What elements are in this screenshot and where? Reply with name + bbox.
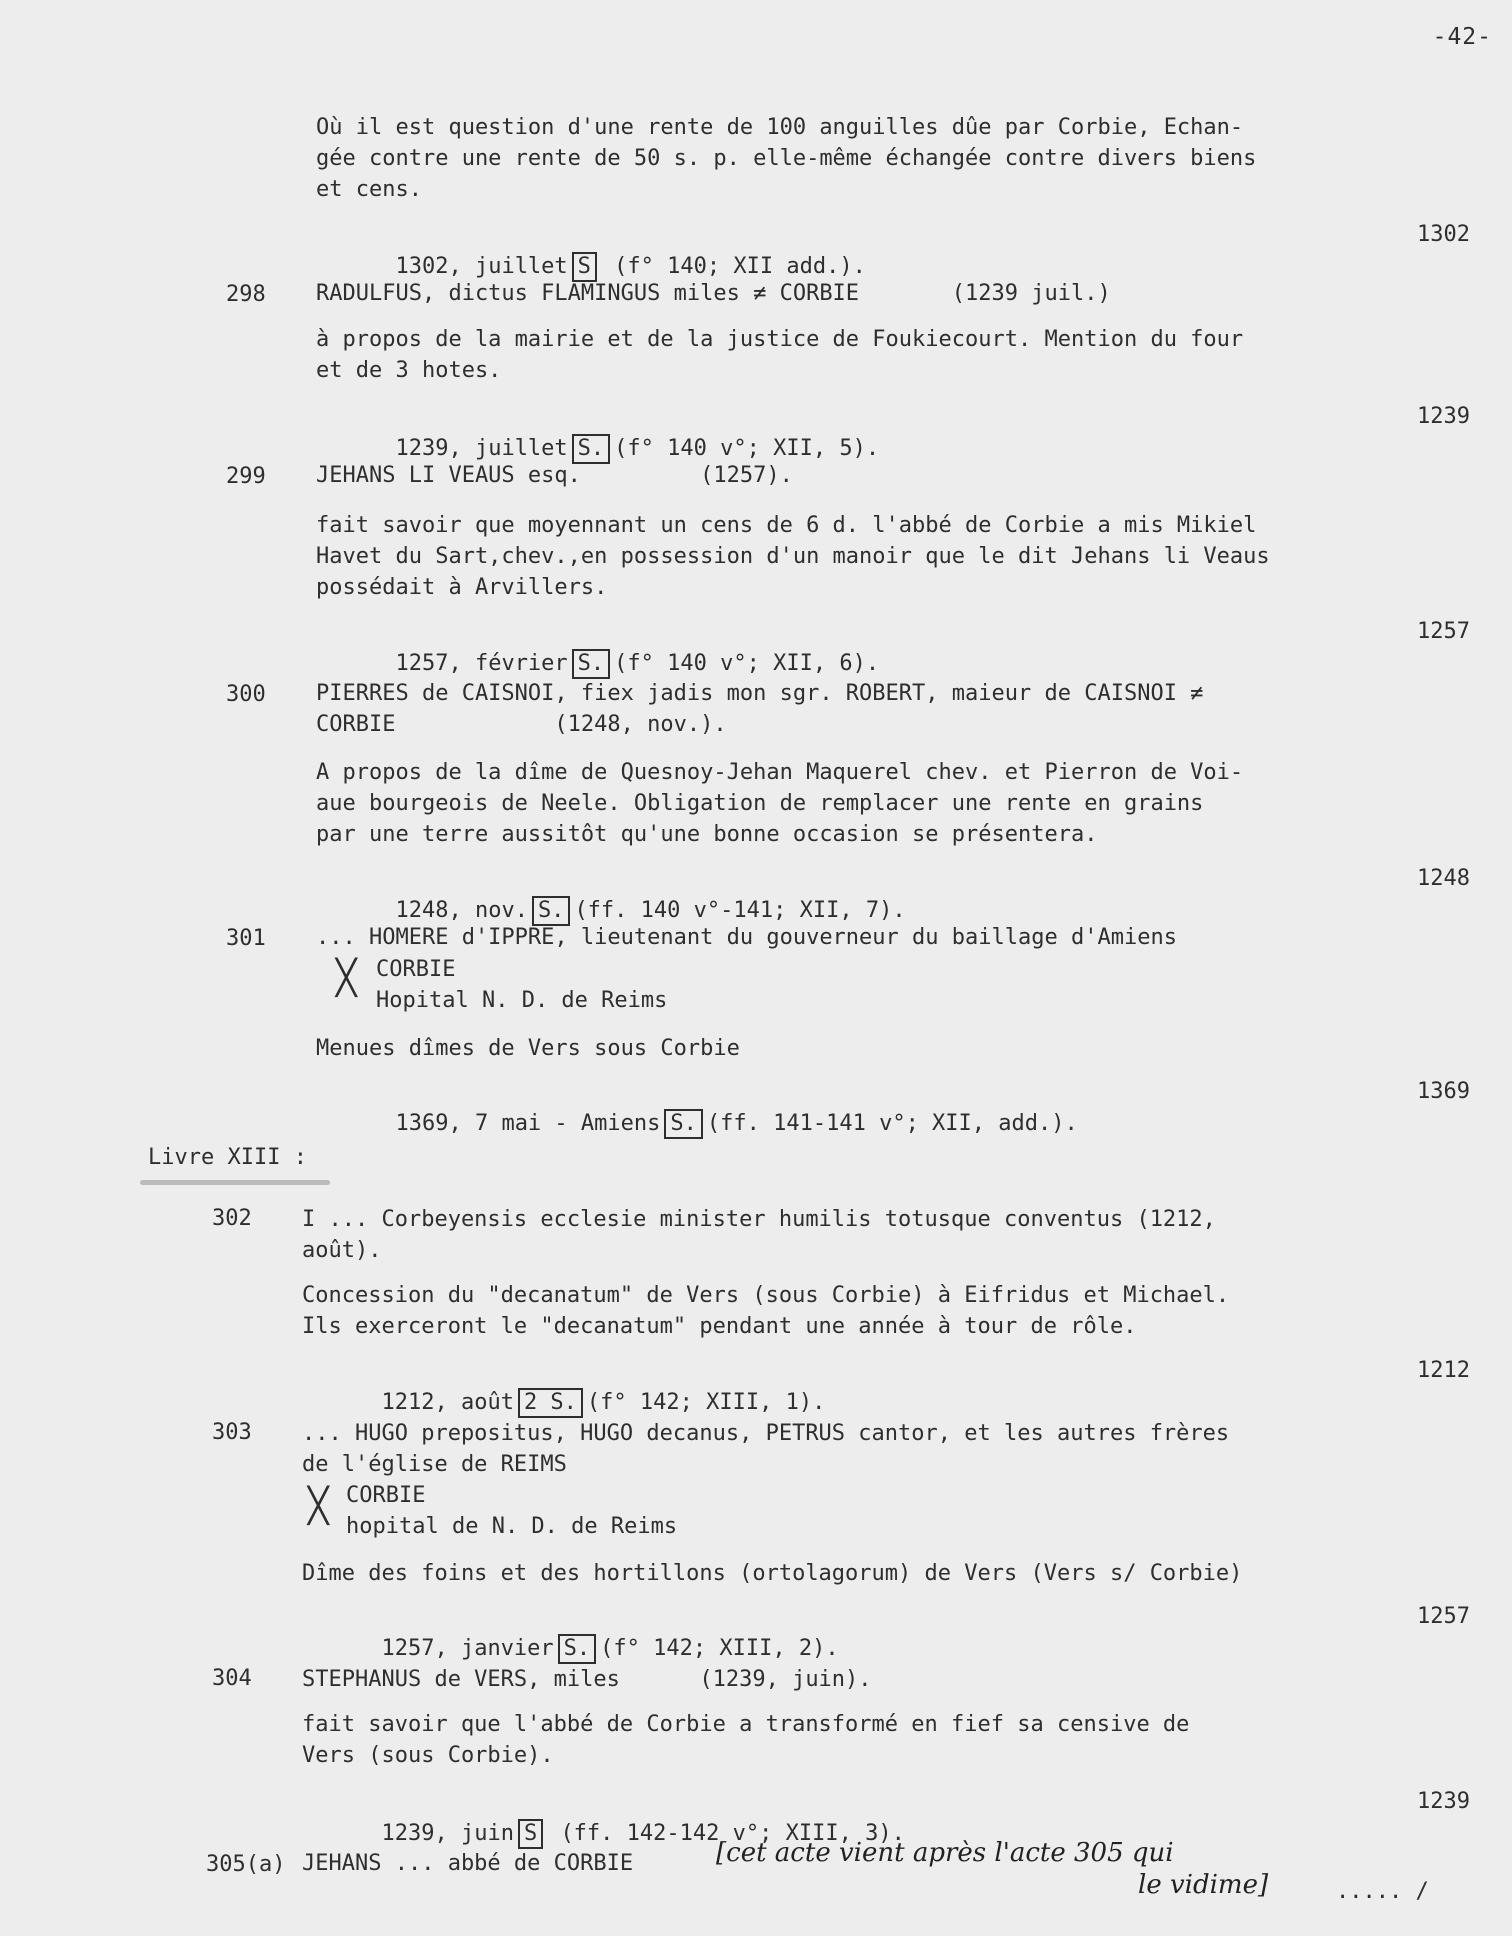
entry-header: JEHANS LI VEAUS esq. (1257).	[316, 463, 793, 488]
margin-year: 1248	[1417, 866, 1470, 891]
party-line: CORBIE	[346, 1483, 426, 1508]
entry-text-line: aue bourgeois de Neele. Obligation de remplacer une rente en grains	[316, 791, 1204, 816]
date-reference: (ff. 142-142 v°; XIII, 3).	[560, 1821, 905, 1846]
entry-text-line: par une terre aussitôt qu'une bonne occasion se présentera.	[316, 822, 1098, 847]
date-line	[316, 1077, 1078, 1170]
date-reference: (f° 142; XIII, 1).	[586, 1390, 826, 1415]
entry-text-line: Vers (sous Corbie).	[302, 1743, 554, 1768]
entry-header-continued: de l'église de REIMS	[302, 1452, 567, 1477]
entry-header: JEHANS ... abbé de CORBIE	[302, 1851, 634, 1876]
entry-number: 304	[212, 1666, 252, 1691]
entry-text-line: et de 3 hotes.	[316, 358, 502, 383]
date-reference: (f° 140; XII add.).	[614, 254, 866, 279]
entry-text-line: Où il est question d'une rente de 100 anguilles dûe par Corbie, Echan-	[316, 115, 1244, 140]
entry-text-line: Dîme des foins et des hortillons (ortolagorum) de Vers (Vers s/ Corbie)	[302, 1561, 1243, 1586]
date-text: 1212, août	[381, 1390, 514, 1415]
margin-year: 1257	[1417, 1604, 1470, 1629]
book-heading: Livre XIII :	[148, 1145, 307, 1170]
date-reference: (ff. 140 v°-141; XII, 7).	[574, 898, 906, 923]
party-line: CORBIE	[376, 957, 456, 982]
entry-header: STEPHANUS de VERS, miles (1239, juin).	[302, 1667, 872, 1692]
entry-header: ... HUGO prepositus, HUGO decanus, PETRUS cantor, et les autres frères	[302, 1421, 1230, 1446]
date-text: 1248, nov.	[395, 898, 528, 923]
entry-header: ... HOMERE d'IPPRE, lieutenant du gouverneur du baillage d'Amiens	[316, 925, 1177, 950]
margin-year: 1257	[1417, 619, 1470, 644]
margin-year: 1239	[1417, 404, 1470, 429]
cross-arrows-icon: ╳	[336, 958, 357, 998]
entry-number: 300	[226, 682, 266, 707]
seal-mark: S.	[558, 1634, 597, 1664]
date-text: 1369, 7 mai - Amiens	[395, 1111, 661, 1136]
date-text: 1239, juillet	[395, 436, 568, 461]
margin-year: 1212	[1417, 1358, 1470, 1383]
date-text: 1302, juillet	[395, 254, 568, 279]
entry-header-continued: CORBIE (1248, nov.).	[316, 712, 727, 737]
page-number: -42-	[1432, 24, 1492, 50]
entry-text-line: A propos de la dîme de Quesnoy-Jehan Maquerel chev. et Pierron de Voi-	[316, 760, 1244, 785]
entry-header-continued: août).	[302, 1238, 382, 1263]
trailing-marks: ..... /	[1336, 1879, 1429, 1904]
cross-arrows-icon: ╳	[308, 1486, 329, 1526]
party-line: Hopital N. D. de Reims	[376, 988, 668, 1013]
handwritten-note: le vidime]	[1138, 1870, 1269, 1900]
entry-header: I ... Corbeyensis ecclesie minister humilis totusque conventus (1212,	[302, 1207, 1216, 1232]
entry-text-line: fait savoir que l'abbé de Corbie a transformé en fief sa censive de	[302, 1712, 1190, 1737]
date-reference: (f° 142; XIII, 2).	[600, 1636, 839, 1661]
entry-header: RADULFUS, dictus FLAMINGUS miles ≠ CORBIE (1239 juil.)	[316, 281, 1111, 306]
entry-text-line: à propos de la mairie et de la justice de Foukiecourt. Mention du four	[316, 327, 1244, 352]
entry-text-line: Menues dîmes de Vers sous Corbie	[316, 1036, 740, 1061]
entry-number: 299	[226, 464, 266, 489]
entry-number: 303	[212, 1420, 252, 1445]
margin-year: 1369	[1417, 1079, 1470, 1104]
seal-mark: S.	[532, 896, 571, 926]
entry-number: 298	[226, 282, 266, 307]
seal-mark: S.	[664, 1109, 703, 1139]
date-reference: (ff. 141-141 v°; XII, add.).	[706, 1111, 1078, 1136]
entry-number: 302	[212, 1206, 252, 1231]
entry-text-line: et cens.	[316, 177, 422, 202]
seal-mark: S	[518, 1819, 543, 1849]
entry-number: 305(a)	[206, 1852, 286, 1877]
entry-header: PIERRES de CAISNOI, fiex jadis mon sgr. ROBERT, maieur de CAISNOI ≠	[316, 681, 1204, 706]
entry-number: 301	[226, 926, 266, 951]
margin-year: 1302	[1417, 222, 1470, 247]
entry-text-line: possédait à Arvillers.	[316, 575, 608, 600]
date-text: 1257, février	[395, 651, 568, 676]
handwritten-note: [cet acte vient après l'acte 305 qui	[716, 1838, 1174, 1868]
entry-text-line: fait savoir que moyennant un cens de 6 d. l'abbé de Corbie a mis Mikiel	[316, 513, 1257, 538]
seal-mark: S	[572, 252, 597, 282]
date-text: 1239, juin	[381, 1821, 514, 1846]
entry-text-line: Havet du Sart,chev.,en possession d'un manoir que le dit Jehans li Veaus	[316, 544, 1270, 569]
seal-mark: S.	[572, 434, 611, 464]
heading-underline	[140, 1180, 330, 1185]
entry-text-line: Concession du "decanatum" de Vers (sous Corbie) à Eifridus et Michael.	[302, 1283, 1230, 1308]
date-reference: (f° 140 v°; XII, 5).	[614, 436, 880, 461]
date-text: 1257, janvier	[381, 1636, 554, 1661]
party-line: hopital de N. D. de Reims	[346, 1514, 678, 1539]
seal-mark: 2 S.	[518, 1388, 583, 1418]
date-reference: (f° 140 v°; XII, 6).	[614, 651, 880, 676]
entry-text-line: gée contre une rente de 50 s. p. elle-même échangée contre divers biens	[316, 146, 1257, 171]
margin-year: 1239	[1417, 1789, 1470, 1814]
entry-text-line: Ils exerceront le "decanatum" pendant une année à tour de rôle.	[302, 1314, 1137, 1339]
seal-mark: S.	[572, 649, 611, 679]
